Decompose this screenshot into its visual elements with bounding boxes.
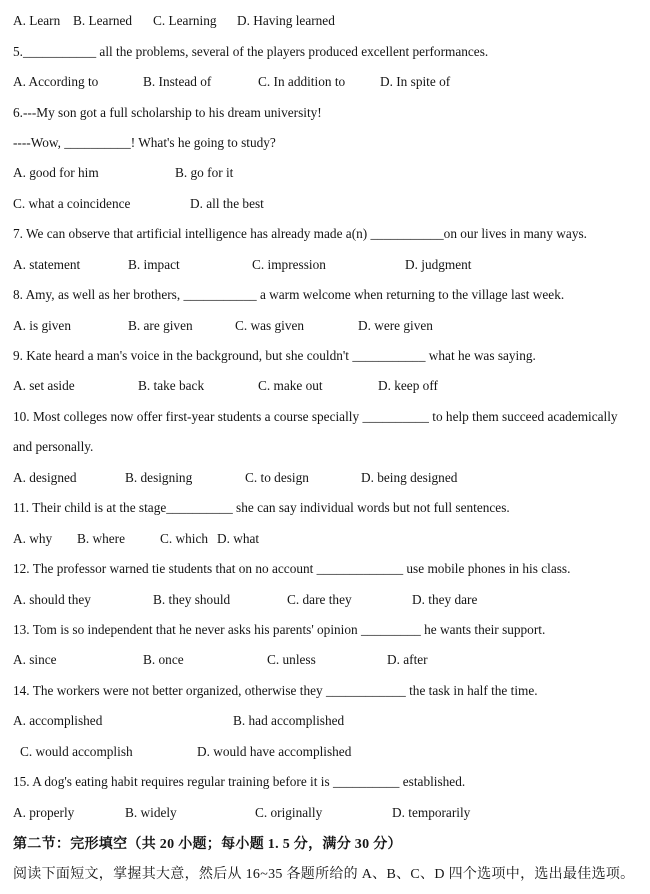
question-5-stem bbox=[13, 36, 650, 66]
option-a: A. since bbox=[13, 652, 57, 668]
option-c: C. to design bbox=[245, 469, 309, 485]
question-11-options bbox=[13, 523, 650, 553]
stem-text: 13. Tom is so independent that he never asks his parents' opinion _________ he wants their support. bbox=[13, 621, 546, 637]
section-header bbox=[13, 828, 650, 858]
option-a: A. good for him bbox=[13, 165, 99, 181]
question-15-options bbox=[13, 797, 650, 827]
question-8-options bbox=[13, 310, 650, 340]
question-10-options bbox=[13, 463, 650, 493]
stem-text: 12. The professor warned tie students that on no account _____________ use mobile phones in his class. bbox=[13, 561, 571, 577]
option-d: D. they dare bbox=[412, 591, 478, 607]
option-c: C. impression bbox=[252, 256, 326, 272]
question-9-stem bbox=[13, 341, 650, 371]
option-b: B. take back bbox=[138, 378, 205, 394]
question-6-stem-line2 bbox=[13, 128, 650, 158]
option-b: B. they should bbox=[153, 591, 231, 607]
option-a: A. designed bbox=[13, 469, 77, 485]
option-c: C. was given bbox=[235, 317, 305, 333]
option-c: C. originally bbox=[255, 804, 323, 820]
option-a: A. is given bbox=[13, 317, 71, 333]
question-13-stem bbox=[13, 615, 650, 645]
option-d: D. judgment bbox=[405, 256, 472, 272]
question-7-options bbox=[13, 250, 650, 280]
option-d: D. were given bbox=[358, 317, 433, 333]
option-d: D. temporarily bbox=[392, 804, 471, 820]
option-c: C. which bbox=[160, 530, 209, 546]
option-b: B. designing bbox=[125, 469, 193, 485]
question-12-stem bbox=[13, 554, 650, 584]
option-b: B. widely bbox=[125, 804, 177, 820]
option-d: D. being designed bbox=[361, 469, 458, 485]
option-b: B. go for it bbox=[175, 165, 234, 181]
option-a: A. Learn bbox=[13, 13, 61, 29]
option-c: C. what a coincidence bbox=[13, 195, 131, 211]
option-c: C. dare they bbox=[287, 591, 352, 607]
question-11-stem bbox=[13, 493, 650, 523]
option-c: C. unless bbox=[267, 652, 316, 668]
option-c: C. In addition to bbox=[258, 74, 346, 90]
stem-text: 14. The workers were not better organized, otherwise they ____________ the task in half the time. bbox=[13, 682, 538, 698]
option-d: D. keep off bbox=[378, 378, 438, 394]
question-10-stem-line1 bbox=[13, 402, 650, 432]
stem-text: 11. Their child is at the stage__________ she can say individual words but not full sentences. bbox=[13, 500, 510, 516]
question-14-options-ab bbox=[13, 706, 650, 736]
option-a: A. According to bbox=[13, 74, 99, 90]
option-a: A. why bbox=[13, 530, 53, 546]
stem-text: 8. Amy, as well as her brothers, ___________ a warm welcome when returning to the village last week. bbox=[13, 287, 565, 303]
option-a: A. should they bbox=[13, 591, 91, 607]
option-c: C. make out bbox=[258, 378, 323, 394]
question-13-options bbox=[13, 645, 650, 675]
stem-text: 9. Kate heard a man's voice in the background, but she couldn't ___________ what he was saying. bbox=[13, 348, 536, 364]
option-a: A. accomplished bbox=[13, 713, 103, 729]
question-6-options-ab bbox=[13, 158, 650, 188]
option-a: A. set aside bbox=[13, 378, 75, 394]
stem-text: 5.___________ all the problems, several of the players produced excellent performances. bbox=[13, 43, 489, 59]
option-c: C. Learning bbox=[153, 13, 217, 29]
stem-text: 6.---My son got a full scholarship to his dream university! bbox=[13, 104, 322, 120]
question-12-options bbox=[13, 584, 650, 614]
question-14-options-cd bbox=[13, 737, 650, 767]
stem-text: 7. We can observe that artificial intelligence has already made a(n) ___________on our lives in many ways. bbox=[13, 226, 587, 242]
question-10-stem-line2 bbox=[13, 432, 650, 462]
section-header-text: 第二节：完形填空（共 20 小题；每小题 1. 5 分，满分 30 分） bbox=[13, 837, 402, 853]
question-4-options bbox=[13, 6, 650, 36]
option-b: B. where bbox=[77, 530, 125, 546]
option-d: D. In spite of bbox=[380, 74, 451, 90]
instructions-text: 阅读下面短文，掌握其大意，然后从 16~35 各题所给的 A、B、C、D 四个选项中，选出最佳选项。 bbox=[13, 867, 635, 883]
option-b: B. Learned bbox=[73, 13, 133, 29]
question-14-stem bbox=[13, 676, 650, 706]
section-instructions bbox=[13, 858, 650, 888]
question-5-options bbox=[13, 67, 650, 97]
option-b: B. once bbox=[143, 652, 184, 668]
stem-text: 15. A dog's eating habit requires regular training before it is __________ established. bbox=[13, 774, 466, 790]
option-a: A. properly bbox=[13, 804, 75, 820]
option-a: A. statement bbox=[13, 256, 81, 272]
option-b: B. impact bbox=[128, 256, 180, 272]
stem-text: ----Wow, __________! What's he going to study? bbox=[13, 134, 276, 150]
question-6-stem-line1 bbox=[13, 97, 650, 127]
option-b: B. had accomplished bbox=[233, 713, 345, 729]
option-d: D. after bbox=[387, 652, 428, 668]
stem-text: 10. Most colleges now offer first-year students a course specially __________ to help them succeed academically bbox=[13, 408, 618, 424]
option-d: D. what bbox=[217, 530, 260, 546]
option-d: D. would have accomplished bbox=[197, 743, 352, 759]
option-d: D. all the best bbox=[190, 195, 264, 211]
option-b: B. Instead of bbox=[143, 74, 212, 90]
option-b: B. are given bbox=[128, 317, 193, 333]
question-9-options bbox=[13, 371, 650, 401]
stem-text: and personally. bbox=[13, 439, 94, 455]
question-8-stem bbox=[13, 280, 650, 310]
question-15-stem bbox=[13, 767, 650, 797]
question-7-stem bbox=[13, 219, 650, 249]
option-d: D. Having learned bbox=[237, 13, 335, 29]
question-6-options-cd bbox=[13, 189, 650, 219]
option-c: C. would accomplish bbox=[20, 743, 133, 759]
